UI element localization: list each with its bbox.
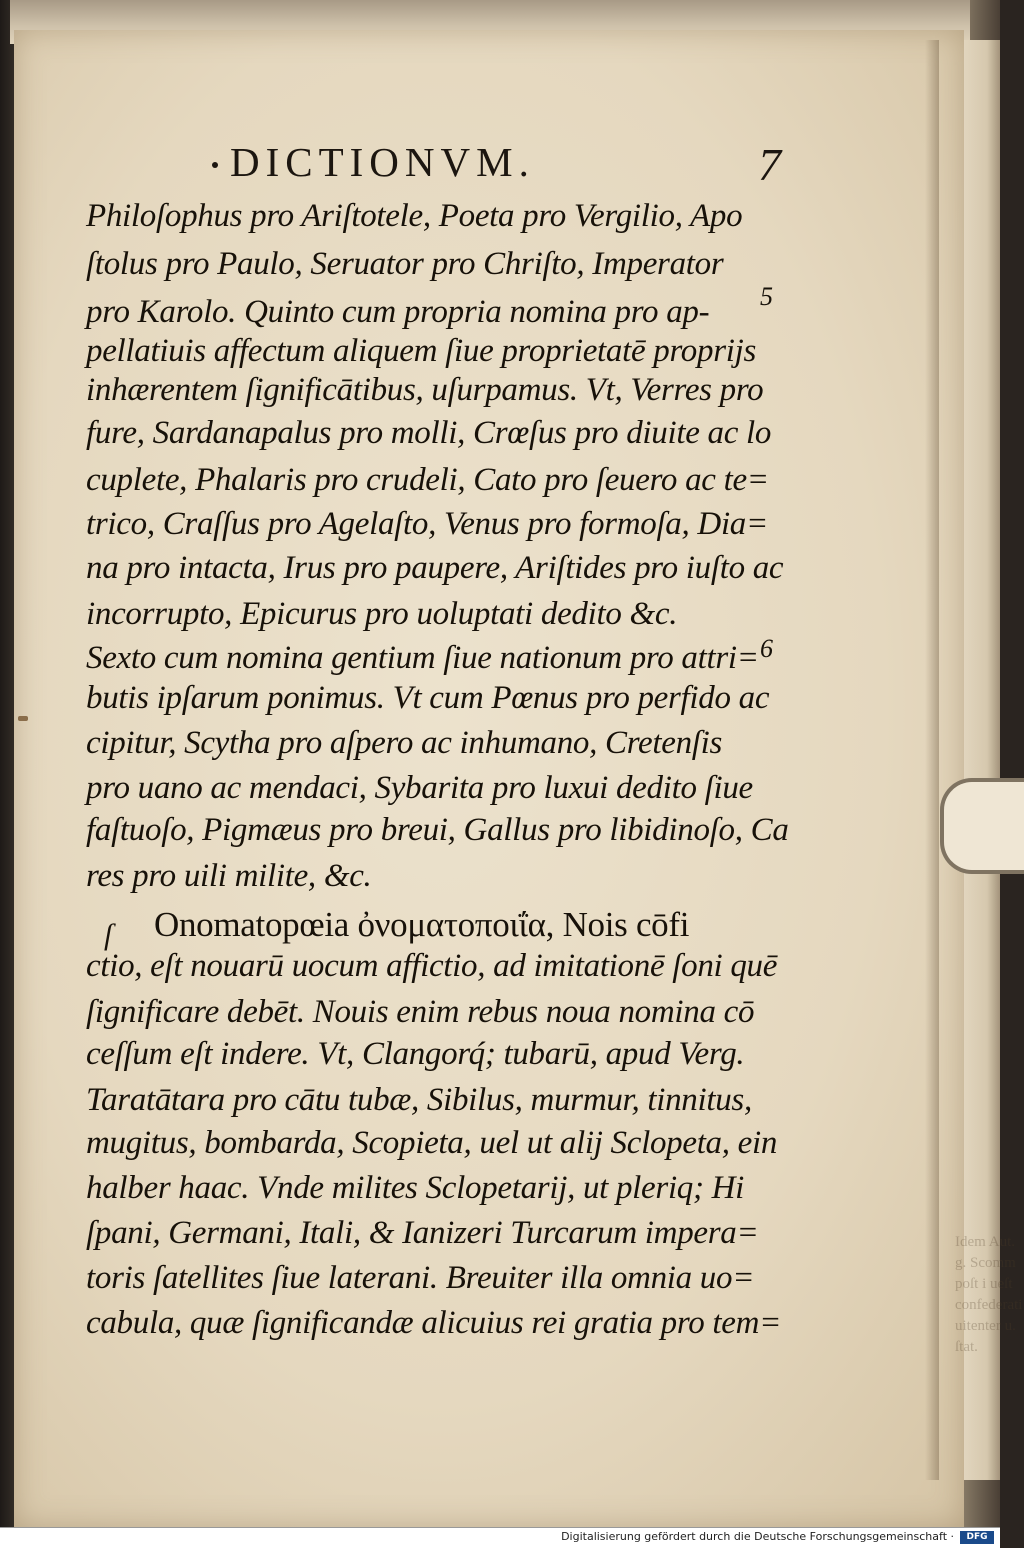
footer-credit: Digitalisierung gefördert durch die Deutsche Forschungsgemeinschaft · [561,1530,954,1543]
header-dot [212,162,218,168]
marginal-number-5: 5 [760,282,773,311]
paragraph-mark: ſ [104,918,113,951]
margin-mark [18,716,28,721]
text-line: res pro uili milite, &c. [86,858,372,894]
text-line: ctio, eſt nouarū uocum affictio, ad imitationē ſoni quē [86,948,778,984]
running-head: DICTIONVM. [230,139,535,185]
text-line: inhærentem ſignificātibus, uſurpamus. Vt, Verres pro [86,372,764,408]
text-line: faſtuoſo, Pigmæus pro breui, Gallus pro libidinoſo, Ca [86,812,789,848]
text-line: Philoſophus pro Ariſtotele, Poeta pro Vergilio, Apo [86,198,743,234]
text-line: ſignificare debēt. Nouis enim rebus noua nomina cō [86,994,755,1030]
page-clip [940,778,1024,874]
text-line: trico, Craſſus pro Agelaſto, Venus pro formoſa, Dia= [86,506,768,542]
marginal-number-6: 6 [760,634,773,663]
text-line: Sexto cum nomina gentium ſiue nationum pro attri= [86,640,759,676]
text-line: ſtolus pro Paulo, Seruator pro Chriſto, Imperator [86,246,724,282]
text-line: cipitur, Scytha pro aſpero ac inhumano, Cretenſis [86,725,723,761]
text-line: cabula, quæ ſignificandæ alicuius rei gratia pro tem= [86,1305,782,1341]
bleed-through-text: Idem Aut. g. Scomm poſt i ueſt confederati uitenter u. ſtat. [955,1234,1023,1355]
text-line: ſpani, Germani, Itali, & Ianizeri Turcarum impera= [86,1215,759,1251]
dfg-logo: DFG [960,1531,994,1544]
page-gutter-shadow [925,40,939,1480]
text-line: ceſſum eſt indere. Vt, Clangorq́; tubarū, apud Verg. [86,1036,745,1072]
text-line: Onomatopœia ὀνοματοποιΐα, Nois cōfi [154,905,690,944]
text-line: na pro intacta, Irus pro paupere, Ariſtides pro iuſto ac [86,550,784,586]
text-line: butis ipſarum ponimus. Vt cum Pœnus pro perfido ac [86,680,770,716]
text-line: fure, Sardanapalus pro molli, Crœſus pro diuite ac lo [86,415,772,451]
text-line: pro Karolo. Quinto cum propria nomina pro ap- [86,294,710,330]
text-line: incorrupto, Epicurus pro uoluptati dedito &c. [86,596,678,632]
footer-bar [0,1527,1000,1548]
text-line: pro uano ac mendaci, Sybarita pro luxui dedito ſiue [86,770,753,806]
text-line: mugitus, bombarda, Scopieta, uel ut alij Sclopeta, ein [86,1125,778,1161]
text-line: Taratātara pro cātu tubæ, Sibilus, murmur, tinnitus, [86,1082,752,1118]
text-line: halber haac. Vnde milites Sclopetarij, ut pleriq; Hi [86,1170,745,1206]
text-line: cuplete, Phalaris pro crudeli, Cato pro ſeuero ac te= [86,462,769,498]
text-line: pellatiuis affectum aliquem ſiue proprietatē proprijs [86,333,757,369]
page-number: 7 [758,139,781,190]
text-line: toris ſatellites ſiue laterani. Breuiter illa omnia uo= [86,1260,755,1296]
